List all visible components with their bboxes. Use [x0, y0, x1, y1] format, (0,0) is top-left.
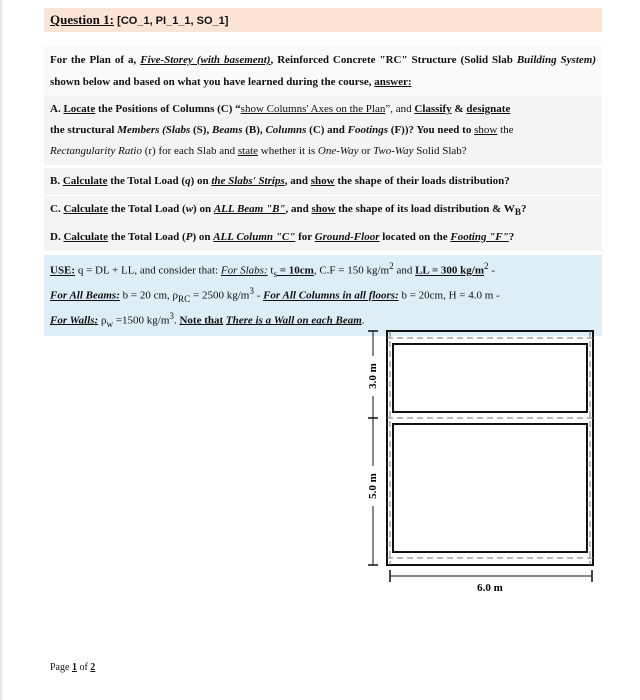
item-a-text: Beams: [211, 124, 243, 136]
item-a-text: Rectangularity Ratio: [50, 145, 142, 157]
use-text: .: [173, 314, 180, 327]
use-text: USE:: [50, 264, 76, 277]
use-text: -: [253, 289, 264, 302]
dim-label-5m: 5.0 m: [367, 473, 379, 499]
use-text: For All Beams:: [50, 289, 120, 302]
use-text: w: [106, 318, 114, 329]
item-d-text: ?: [508, 231, 515, 243]
item-c-text: , and: [285, 203, 312, 215]
item-letter: D.: [50, 231, 61, 243]
page-footer: [50, 662, 95, 673]
item-letter: B.: [50, 175, 61, 187]
use-text: 2: [484, 261, 489, 271]
item-d-text: for: [295, 231, 315, 243]
use-text: -: [488, 264, 496, 277]
use-text: RC: [178, 293, 191, 304]
footer-text: of: [76, 662, 91, 673]
item-d-text: Ground-Floor: [314, 231, 380, 243]
item-c-text: ) on: [193, 203, 214, 215]
slab-upper: [393, 344, 587, 412]
item-c-text: ?: [520, 203, 527, 215]
item-c-text: show: [311, 203, 336, 215]
item-b-text: Calculate: [62, 175, 108, 187]
use-text: For Walls:: [50, 314, 99, 327]
use-text: b = 20 cm, ρ: [119, 289, 179, 302]
item-a-text: One-Way: [317, 145, 359, 157]
item-a-text: whether it is: [258, 145, 318, 157]
item-b-text: , and: [284, 175, 311, 187]
item-letter: A.: [50, 103, 61, 115]
item-c-text: w: [185, 203, 194, 215]
item-b-text: the Total Load (: [107, 175, 186, 187]
item-d-text: P: [185, 231, 193, 243]
item-a-text: (B),: [242, 124, 266, 136]
use-text: t: [267, 264, 274, 277]
question-codes: [CO_1, PI_1_1, SO_1]: [117, 15, 229, 27]
use-text: LL = 300 kg/m: [415, 264, 485, 277]
item-a-text: (C) and: [306, 124, 348, 136]
item-c-text: Calculate: [63, 203, 109, 215]
item-a-text: (F))? You need to: [388, 124, 475, 136]
use-text: q = DL + LL, and consider that:: [75, 264, 221, 277]
item-a-text: Locate: [63, 103, 96, 115]
item-a-text: Members (Slabs: [117, 124, 191, 136]
item-d-text: the Total Load (: [108, 231, 186, 243]
item-a-text: show Columns' Axes on the Plan: [240, 103, 386, 115]
item-c-text: B: [514, 207, 521, 218]
item-a-text: Columns: [265, 124, 307, 136]
item-a-text: Footings: [347, 124, 389, 136]
use-text: Note that: [179, 314, 224, 327]
intro-answer: answer:: [374, 76, 412, 88]
item-d-text: ALL Column "C": [213, 231, 296, 243]
use-text: s: [273, 268, 278, 279]
item-a-text: &: [451, 103, 467, 115]
intro-text: shown below and based on what you have learned during the course,: [50, 76, 372, 88]
item-c-text: ALL Beam "B": [213, 203, 286, 215]
footer-page-number: 1: [71, 662, 77, 673]
dim-label-3m: 3.0 m: [367, 363, 379, 389]
intro-storey: Five-Storey (with basement): [140, 54, 271, 66]
item-a-text: the structural: [50, 124, 118, 136]
item-a-text: Solid Slab?: [413, 145, 467, 157]
intro-text: , Reinforced Concrete "RC" Structure (Solid Slab: [270, 54, 513, 66]
item-a-text: ”, and: [385, 103, 415, 115]
use-text: = 10cm: [277, 264, 314, 277]
item-b-text: q: [185, 175, 191, 187]
item-b-text: ) on: [190, 175, 212, 187]
use-text: and: [393, 264, 416, 277]
item-d-text: located on the: [379, 231, 451, 243]
intro-text: For the Plan of a,: [50, 54, 137, 66]
item-d-text: Calculate: [63, 231, 109, 243]
item-c-text: the shape of its load distribution & W: [335, 203, 515, 215]
use-text: =1500 kg/m: [113, 314, 170, 327]
item-letter: C.: [50, 203, 61, 215]
use-text: b = 20cm, H = 4.0 m -: [398, 289, 500, 302]
use-text: .: [361, 314, 365, 327]
use-text: For All Columns in all floors:: [263, 289, 399, 302]
footer-text: Page: [50, 662, 72, 673]
item-a-text: (S),: [190, 124, 212, 136]
item-a-text: Two-Way: [373, 145, 414, 157]
dim-label-6m: 6.0 m: [477, 582, 503, 594]
use-text: , C.F = 150 kg/m: [313, 264, 390, 277]
item-b-text: the Slabs' Strips: [211, 175, 285, 187]
item-a-text: the: [497, 124, 514, 136]
use-text: = 2500 kg/m: [190, 289, 250, 302]
item-d-text: Footing "F": [450, 231, 509, 243]
item-a-text: state: [237, 145, 259, 157]
slab-lower: [393, 424, 587, 552]
item-a-text: or: [358, 145, 374, 157]
item-a-text: show: [474, 124, 498, 136]
item-c-text: the Total Load (: [108, 203, 186, 215]
use-text: 3: [249, 285, 254, 296]
use-text: 3: [169, 310, 174, 321]
item-b-text: the shape of their loads distribution?: [334, 175, 510, 187]
footer-page-total: 2: [90, 662, 96, 673]
use-text: ρ: [98, 314, 107, 327]
use-text: 2: [389, 261, 394, 271]
question-label: Question 1:: [50, 12, 114, 27]
item-d-text: ) on: [192, 231, 214, 243]
item-a-text: (r) for each Slab and: [141, 145, 238, 157]
use-text: For Slabs:: [220, 264, 268, 277]
use-text: There is a Wall on each Beam: [225, 314, 362, 327]
item-a-text: Classify: [414, 103, 452, 115]
item-a-text: designate: [466, 103, 511, 115]
item-a-text: the Positions of Columns (C) “: [95, 103, 241, 115]
item-b-text: show: [310, 175, 335, 187]
intro-system: Building System): [516, 54, 596, 66]
